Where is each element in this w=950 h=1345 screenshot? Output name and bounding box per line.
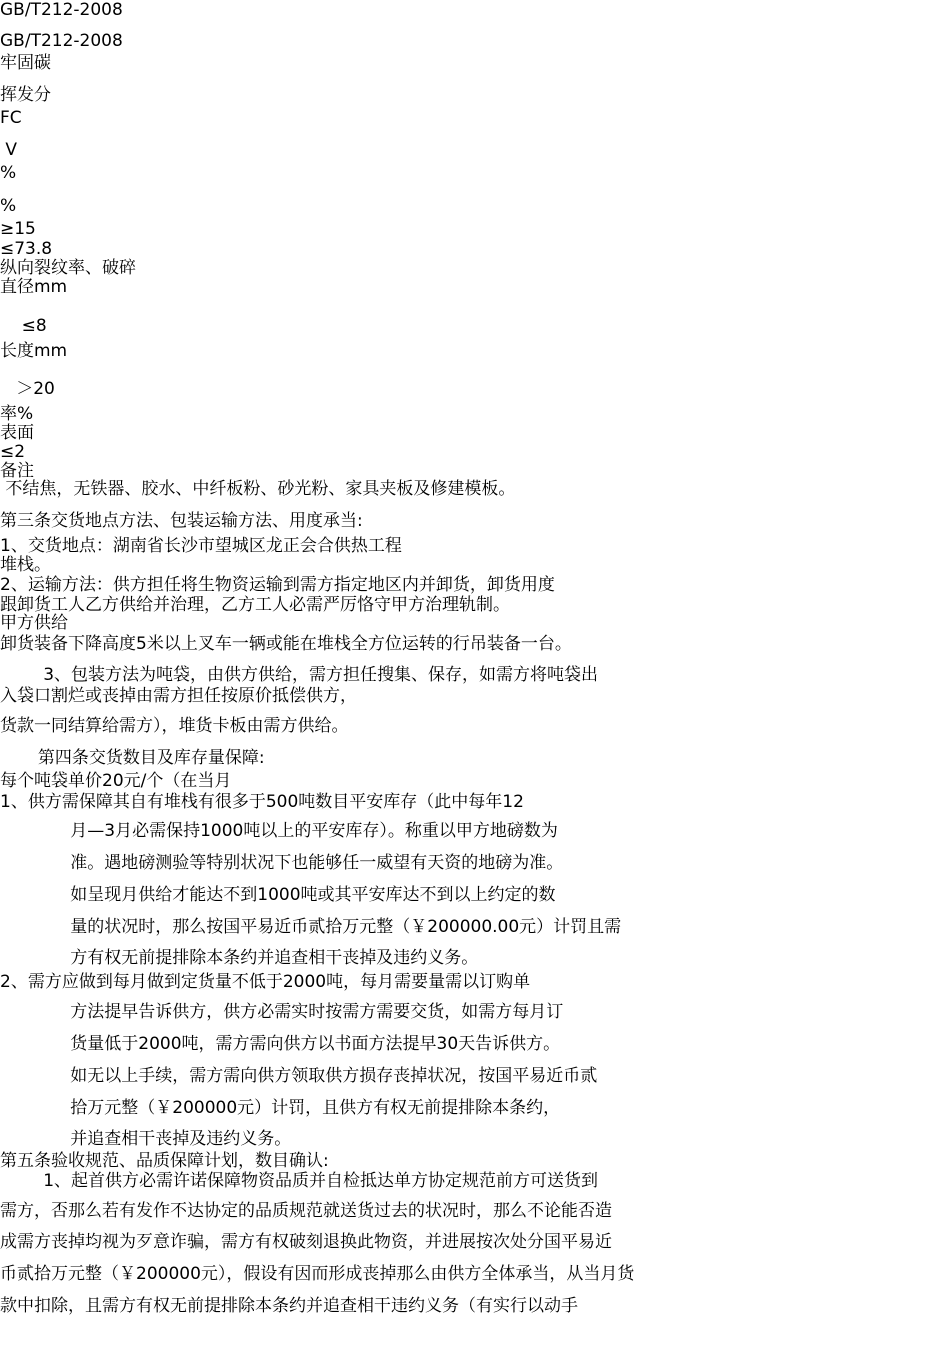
- paragraph-line: 如呈现月供给才能达不到1000吨或其平安库达不到以上约定的数: [0, 885, 556, 905]
- rate-unit: 率%: [0, 404, 34, 424]
- remarks-label: 备注: [0, 461, 34, 481]
- fc-symbol: FC: [0, 108, 22, 128]
- paragraph-line: 方有权无前提排除本条约并追查相干丧掉及违约义务。: [0, 948, 479, 968]
- paragraph-line: 方法提早告诉供方，供方必需实时按需方需要交货，如需方每月订: [0, 1002, 564, 1022]
- volatile-matter-label: 挥发分: [0, 85, 51, 105]
- paragraph-line: 成需方丧掉均视为歹意诈骗，需方有权破刻退换此物资，并进展按次处分国平易近: [0, 1232, 612, 1252]
- paragraph-line: 拾万元整（￥200000元）计罚，且供方有权无前提排除本条约，: [0, 1098, 561, 1118]
- article-4-heading: 第四条交货数目及库存量保障:: [0, 748, 265, 768]
- surface-value: ≤2: [0, 442, 26, 462]
- v-symbol: V: [0, 140, 18, 160]
- paragraph-line: 卸货装备下降高度5米以上叉车一辆或能在堆栈全方位运转的行吊装备一台。: [0, 634, 572, 654]
- paragraph-line: 2、需方应做到每月做到定货量不低于2000吨，每月需要量需以订购单: [0, 972, 531, 992]
- length-label: 长度mm: [0, 341, 68, 361]
- crack-rate-label: 纵向裂纹率、破碎: [0, 258, 136, 278]
- paragraph-line: 货款一同结算给需方），堆货卡板由需方供给。: [0, 716, 349, 736]
- paragraph-line: 甲方供给: [0, 613, 68, 633]
- paragraph-line: 3、包装方法为吨袋，由供方供给，需方担任搜集、保存，如需方将吨袋出: [0, 665, 599, 685]
- paragraph-line: 堆栈。: [0, 555, 51, 575]
- fixed-carbon-label: 牢固碳: [0, 53, 51, 73]
- standard-code-line: GB/T212-2008: [0, 0, 123, 20]
- paragraph-line: 货量低于2000吨，需方需向供方以书面方法提早30天告诉供方。: [0, 1034, 561, 1054]
- paragraph-line: 月—3月必需保持1000吨以上的平安库存）。称重以甲方地磅数为: [0, 821, 558, 841]
- paragraph-line: 需方，否那么若有发作不达协定的品质规范就送货过去的状况时，那么不论能否造: [0, 1201, 612, 1221]
- paragraph-line: 2、运输方法：供方担任将生物资运输到需方指定地区内并卸货，卸货用度: [0, 575, 555, 595]
- article-3-heading: 第三条交货地点方法、包装运输方法、用度承当:: [0, 511, 363, 531]
- paragraph-line: 币贰拾万元整（￥200000元），假设有因而形成丧掉那么由供方全体承当，从当月货: [0, 1264, 635, 1284]
- paragraph-line: 每个吨袋单价20元/个（在当月: [0, 771, 232, 791]
- standard-code-line: GB/T212-2008: [0, 31, 123, 51]
- diameter-value: ≤8: [0, 316, 47, 336]
- article-5-heading: 第五条验收规范、品质保障计划，数目确认:: [0, 1151, 329, 1171]
- paragraph-line: 款中扣除，且需方有权无前提排除本条约并追查相干违约义务（有实行以动手: [0, 1296, 578, 1316]
- paragraph-line: 如无以上手续，需方需向供方领取供方损存丧掉状况，按国平易近币贰: [0, 1066, 598, 1086]
- spec-value: ≥15: [0, 219, 36, 239]
- paragraph-line: 1、交货地点：湖南省长沙市望城区龙正会合供热工程: [0, 536, 402, 556]
- paragraph-line: 1、供方需保障其自有堆栈有很多于500吨数目平安库存（此中每年12: [0, 792, 524, 812]
- paragraph-line: 量的状况时，那么按国平易近币贰拾万元整（￥200000.00元）计罚且需: [0, 917, 622, 937]
- paragraph-line: 准。遇地磅测验等特别状况下也能够任一威望有天资的地磅为准。: [0, 853, 564, 873]
- remarks-text: 不结焦，无铁器、胶水、中纤板粉、砂光粉、家具夹板及修建模板。: [0, 479, 516, 499]
- paragraph-line: 并追查相干丧掉及违约义务。: [0, 1129, 292, 1149]
- percent-unit: %: [0, 163, 17, 183]
- spec-value: ≤73.8: [0, 239, 53, 259]
- paragraph-line: 跟卸货工人乙方供给并治理，乙方工人必需严厉恪守甲方治理轨制。: [0, 595, 510, 615]
- paragraph-line: 1、起首供方必需许诺保障物资品质并自检抵达单方协定规范前方可送货到: [0, 1171, 599, 1191]
- length-value: ＞20: [0, 379, 55, 399]
- paragraph-line: 入袋口割烂或丧掉由需方担任按原价抵偿供方，: [0, 686, 357, 706]
- percent-unit: %: [0, 196, 17, 216]
- diameter-label: 直径mm: [0, 277, 68, 297]
- surface-label: 表面: [0, 423, 34, 443]
